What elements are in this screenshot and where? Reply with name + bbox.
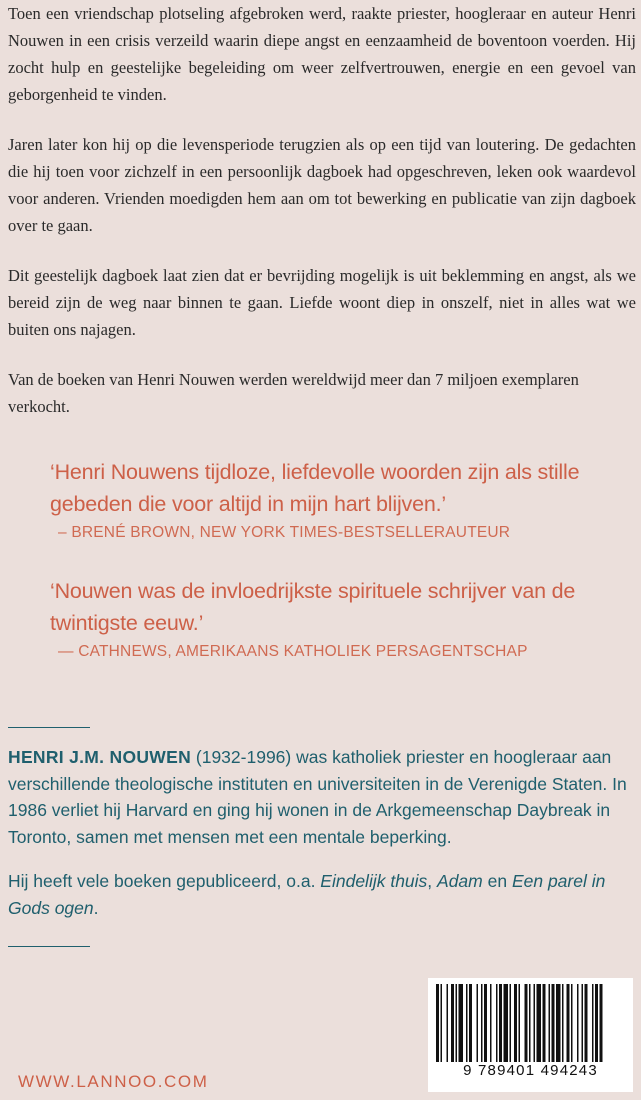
barcode-bar [459, 984, 464, 1062]
barcode-bar [447, 984, 449, 1062]
barcode-bar [582, 984, 584, 1062]
intro-paragraph: Toen een vriendschap plotseling afgebroken werd, raakte priester, hoogleraar en auteur Henri Nouwen in een crisis verzeild waarin diepe angst en eenzaamheid de boventoon voerden. Hij zocht hulp en geestelijke begeleiding om weer zelfvertrouwen, energie en een gevoel van geborgenheid te vinden. [8, 4, 636, 104]
barcode-bar [556, 984, 561, 1062]
barcode-bar [436, 984, 439, 1062]
books-paragraph [8, 868, 638, 921]
publisher-website: WWW.LANNOO.COM [18, 1072, 209, 1091]
barcode-bar [496, 984, 498, 1062]
quote-source: — CATHNEWS, AMERIKAANS KATHOLIEK PERSAGENTSCHAP [58, 643, 528, 660]
barcode-bar [514, 984, 517, 1062]
barcode-bar [466, 984, 468, 1062]
barcode-bar [585, 984, 588, 1062]
barcode-bar [549, 984, 551, 1062]
barcode-bar [534, 984, 536, 1062]
barcode-bar [600, 984, 603, 1062]
author-bio [8, 744, 638, 939]
barcode-bar [577, 984, 579, 1062]
separator: , [427, 871, 438, 891]
barcode-bar [456, 984, 458, 1062]
separator: . [93, 897, 99, 918]
book-title: Een parel in Gods ogen [8, 871, 606, 918]
barcode-bar [592, 984, 594, 1062]
barcode-bar [490, 984, 492, 1062]
isbn-barcode [428, 978, 633, 1092]
barcode-bar [510, 984, 512, 1062]
barcode-number: 9 789401 494243 [463, 1062, 598, 1079]
barcode-bar [481, 984, 483, 1062]
divider [8, 946, 90, 947]
barcode-bar [529, 984, 531, 1062]
barcode-bar [571, 984, 573, 1062]
barcode-bar [562, 984, 564, 1062]
barcode-bar [567, 984, 570, 1062]
intro-paragraph: Dit geestelijk dagboek laat zien dat er bevrijding mogelijk is uit beklemming en angst, als we bereid zijn de weg naar binnen te gaan. Liefde woont diep in onszelf, niet in alles wat we buiten ons najagen. [8, 266, 636, 339]
intro-paragraph: Jaren later kon hij op die levensperiode terugzien als op een tijd van loutering. De gedachten die hij toen voor zichzelf in een persoonlijk dagboek had opgeschreven, leken ook waardevol voor anderen. Vrienden moedigden hem aan om tot bewerking en publicatie van zijn dagboek over te gaan. [8, 135, 636, 235]
intro-text [8, 0, 636, 443]
bio-text: (1932-1996) was katholiek priester en hoogleraar aan verschillende theologische instituten en universiteiten in de Verenigde Staten. In 1986 verliet hij Harvard en ging hij wonen in de Arkgemeenschap Daybreak in Toronto, samen met mensen met een mentale beperking. [8, 747, 627, 847]
barcode-bar [499, 984, 502, 1062]
quote-source: – BRENÉ BROWN, NEW YORK TIMES-BESTSELLERAUTEUR [58, 524, 511, 541]
author-name: HENRI J.M. NOUWEN [8, 747, 192, 767]
barcode-bar [543, 984, 546, 1062]
quote-block [50, 456, 610, 542]
intro-paragraph: Van de boeken van Henri Nouwen werden wereldwijd meer dan 7 miljoen exemplaren verkocht. [8, 370, 579, 416]
separator: en [482, 871, 512, 891]
barcode-bars [434, 984, 627, 1064]
quote-text: ‘Henri Nouwens tijdloze, liefdevolle woorden zijn als stille gebeden die voor altijd in mijn hart blijven.’ [50, 460, 580, 516]
barcode-bar [552, 984, 555, 1062]
barcode-bar [441, 984, 443, 1062]
barcode-bar [519, 984, 521, 1062]
barcode-bar [477, 984, 479, 1062]
barcode-bar [525, 984, 528, 1062]
barcode-bar [595, 984, 598, 1062]
book-title: Adam [437, 871, 483, 891]
quote-text: ‘Nouwen was de invloedrijkste spirituele schrijver van de twintigste eeuw.’ [50, 579, 576, 635]
barcode-bar [469, 984, 472, 1062]
divider [8, 727, 90, 728]
book-title: Eindelijk thuis [320, 871, 428, 891]
books-intro: Hij heeft vele boeken gepubliceerd, o.a. [8, 871, 321, 891]
barcode-bar [504, 984, 509, 1062]
barcode-bar [484, 984, 487, 1062]
barcode-bar [451, 984, 454, 1062]
quote-block [50, 575, 610, 661]
barcode-bar [537, 984, 542, 1062]
bio-paragraph [8, 744, 638, 850]
